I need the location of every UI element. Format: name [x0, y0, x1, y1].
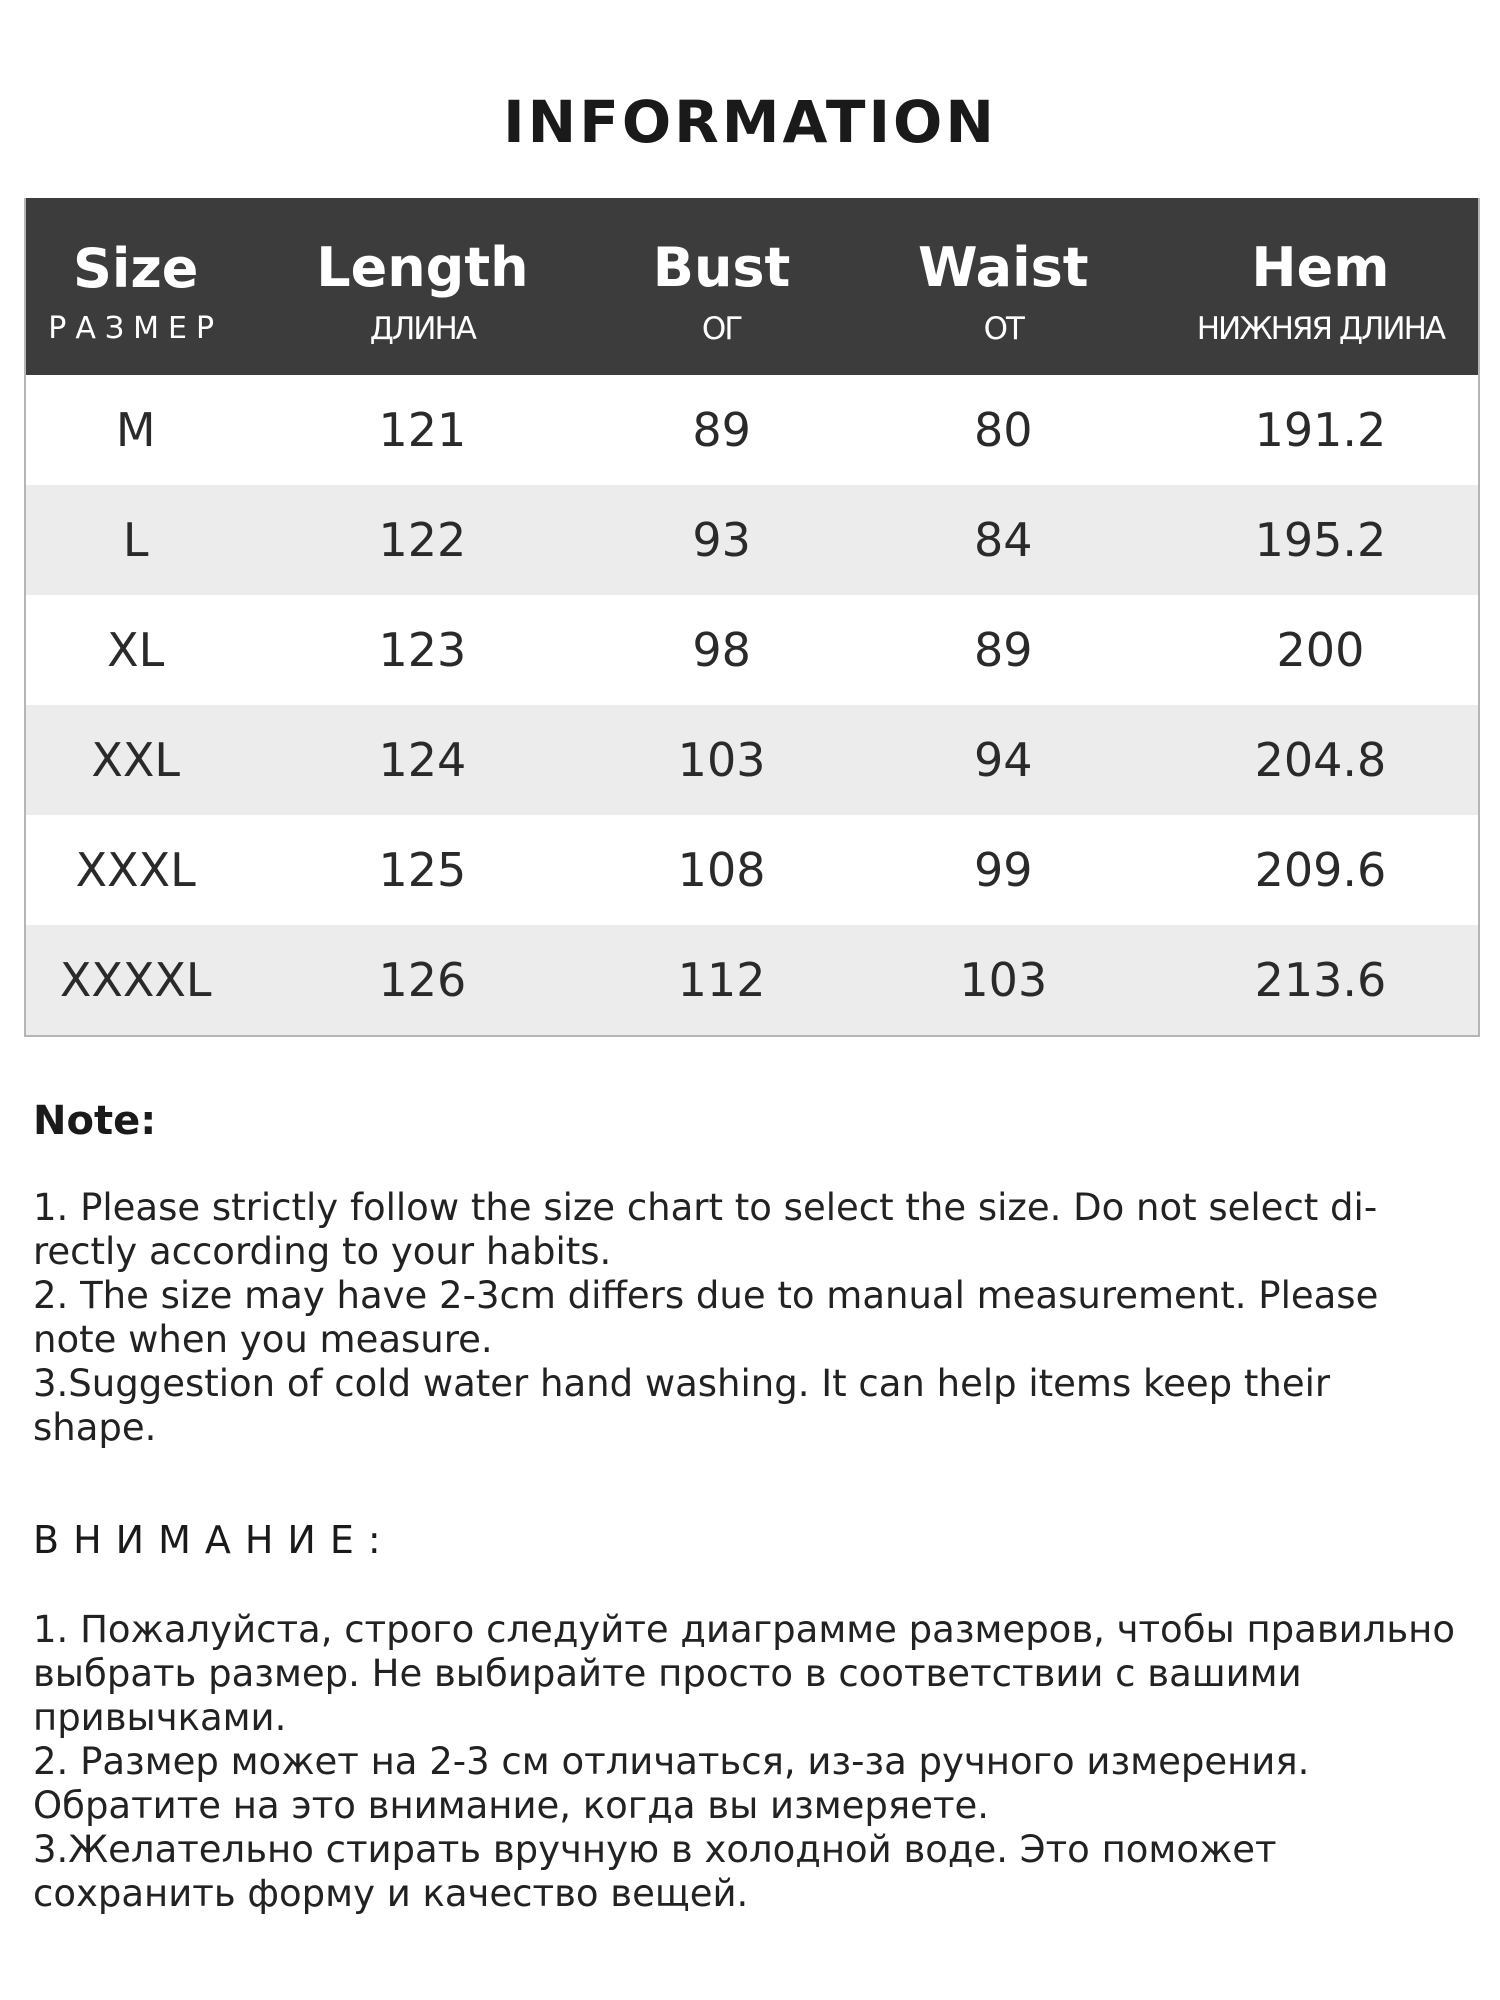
cell-length: 124: [378, 733, 467, 787]
cell-hem: 191.2: [1254, 403, 1387, 457]
cell-waist: 84: [974, 513, 1033, 567]
size-chart-table: [24, 198, 1480, 1037]
cell-size: M: [115, 403, 156, 457]
cell-hem: 209.6: [1254, 843, 1387, 897]
cell-waist: 94: [974, 733, 1033, 787]
note-english: [33, 1098, 1473, 1450]
cell-bust: 89: [692, 403, 751, 457]
cell-waist: 80: [974, 403, 1033, 457]
cell-bust: 112: [677, 953, 766, 1007]
table-row: [26, 705, 1478, 815]
note-line: 1. Пожалуйста, строго следуйте диаграмме размеров, чтобы правильно: [33, 1608, 1455, 1651]
table-header: [26, 198, 1478, 375]
cell-hem: 195.2: [1254, 513, 1387, 567]
note-body: [33, 1186, 1473, 1450]
note-line: Обратите на это внимание, когда вы измеряете.: [33, 1784, 990, 1827]
cell-bust: 93: [692, 513, 751, 567]
cell-waist: 103: [959, 953, 1048, 1007]
header-label-en: Bust: [652, 236, 791, 300]
note-line: note when you measure.: [33, 1318, 493, 1361]
note-line: выбрать размер. Не выбирайте просто в соответствии с вашими: [33, 1652, 1302, 1695]
cell-bust: 108: [677, 843, 766, 897]
header-label-ru: ДЛИНА: [369, 310, 476, 347]
header-size: [26, 198, 245, 375]
note-line: 2. Размер может на 2-3 см отличаться, из-за ручного измерения.: [33, 1740, 1310, 1783]
cell-size: L: [122, 513, 149, 567]
header-label-en: Waist: [918, 236, 1089, 300]
header-bust: [599, 198, 843, 375]
cell-hem: 200: [1276, 623, 1365, 677]
cell-hem: 204.8: [1254, 733, 1387, 787]
note-line: привычками.: [33, 1696, 287, 1739]
header-label-ru: РАЗМЕР: [48, 311, 224, 347]
header-label-en: Length: [316, 236, 529, 300]
note-line: rectly according to your habits.: [33, 1230, 612, 1273]
header-hem: [1163, 198, 1478, 375]
note-heading: Note:: [33, 1098, 157, 1144]
note-body: [33, 1608, 1473, 1916]
cell-length: 125: [378, 843, 467, 897]
table-row: [26, 375, 1478, 485]
table-row: [26, 925, 1478, 1035]
page-title: INFORMATION: [503, 88, 997, 156]
cell-waist: 99: [974, 843, 1033, 897]
cell-size: XL: [107, 623, 165, 677]
header-label-ru: ОТ: [983, 310, 1023, 347]
note-line: 2. The size may have 2-3cm differs due to manual measurement. Please: [33, 1274, 1379, 1317]
cell-size: XXXL: [75, 843, 196, 897]
cell-hem: 213.6: [1254, 953, 1387, 1007]
header-label-ru: НИЖНЯЯ ДЛИНА: [1196, 310, 1445, 347]
cell-size: XXXXL: [59, 953, 212, 1007]
note-line: shape.: [33, 1406, 157, 1449]
table-row: [26, 815, 1478, 925]
header-waist: [844, 198, 1163, 375]
header-length: [245, 198, 599, 375]
cell-length: 121: [378, 403, 467, 457]
header-label-ru: ОГ: [701, 310, 742, 347]
cell-bust: 98: [692, 623, 751, 677]
note-russian: [33, 1518, 1473, 1916]
cell-waist: 89: [974, 623, 1033, 677]
table-row: [26, 595, 1478, 705]
cell-bust: 103: [677, 733, 766, 787]
table-row: [26, 485, 1478, 595]
header-label-en: Size: [72, 236, 199, 300]
note-line: 3.Suggestion of cold water hand washing. It can help items keep their: [33, 1362, 1331, 1405]
note-line: 3.Желательно стирать вручную в холодной воде. Это поможет: [33, 1828, 1277, 1871]
note-line: сохранить форму и качество вещей.: [33, 1872, 749, 1915]
cell-length: 122: [378, 513, 467, 567]
note-heading: ВНИМАНИЕ:: [33, 1518, 395, 1562]
cell-size: XXL: [91, 733, 181, 787]
header-label-en: Hem: [1251, 236, 1390, 300]
note-line: 1. Please strictly follow the size chart to select the size. Do not select di-: [33, 1186, 1378, 1229]
cell-length: 123: [378, 623, 467, 677]
cell-length: 126: [378, 953, 467, 1007]
